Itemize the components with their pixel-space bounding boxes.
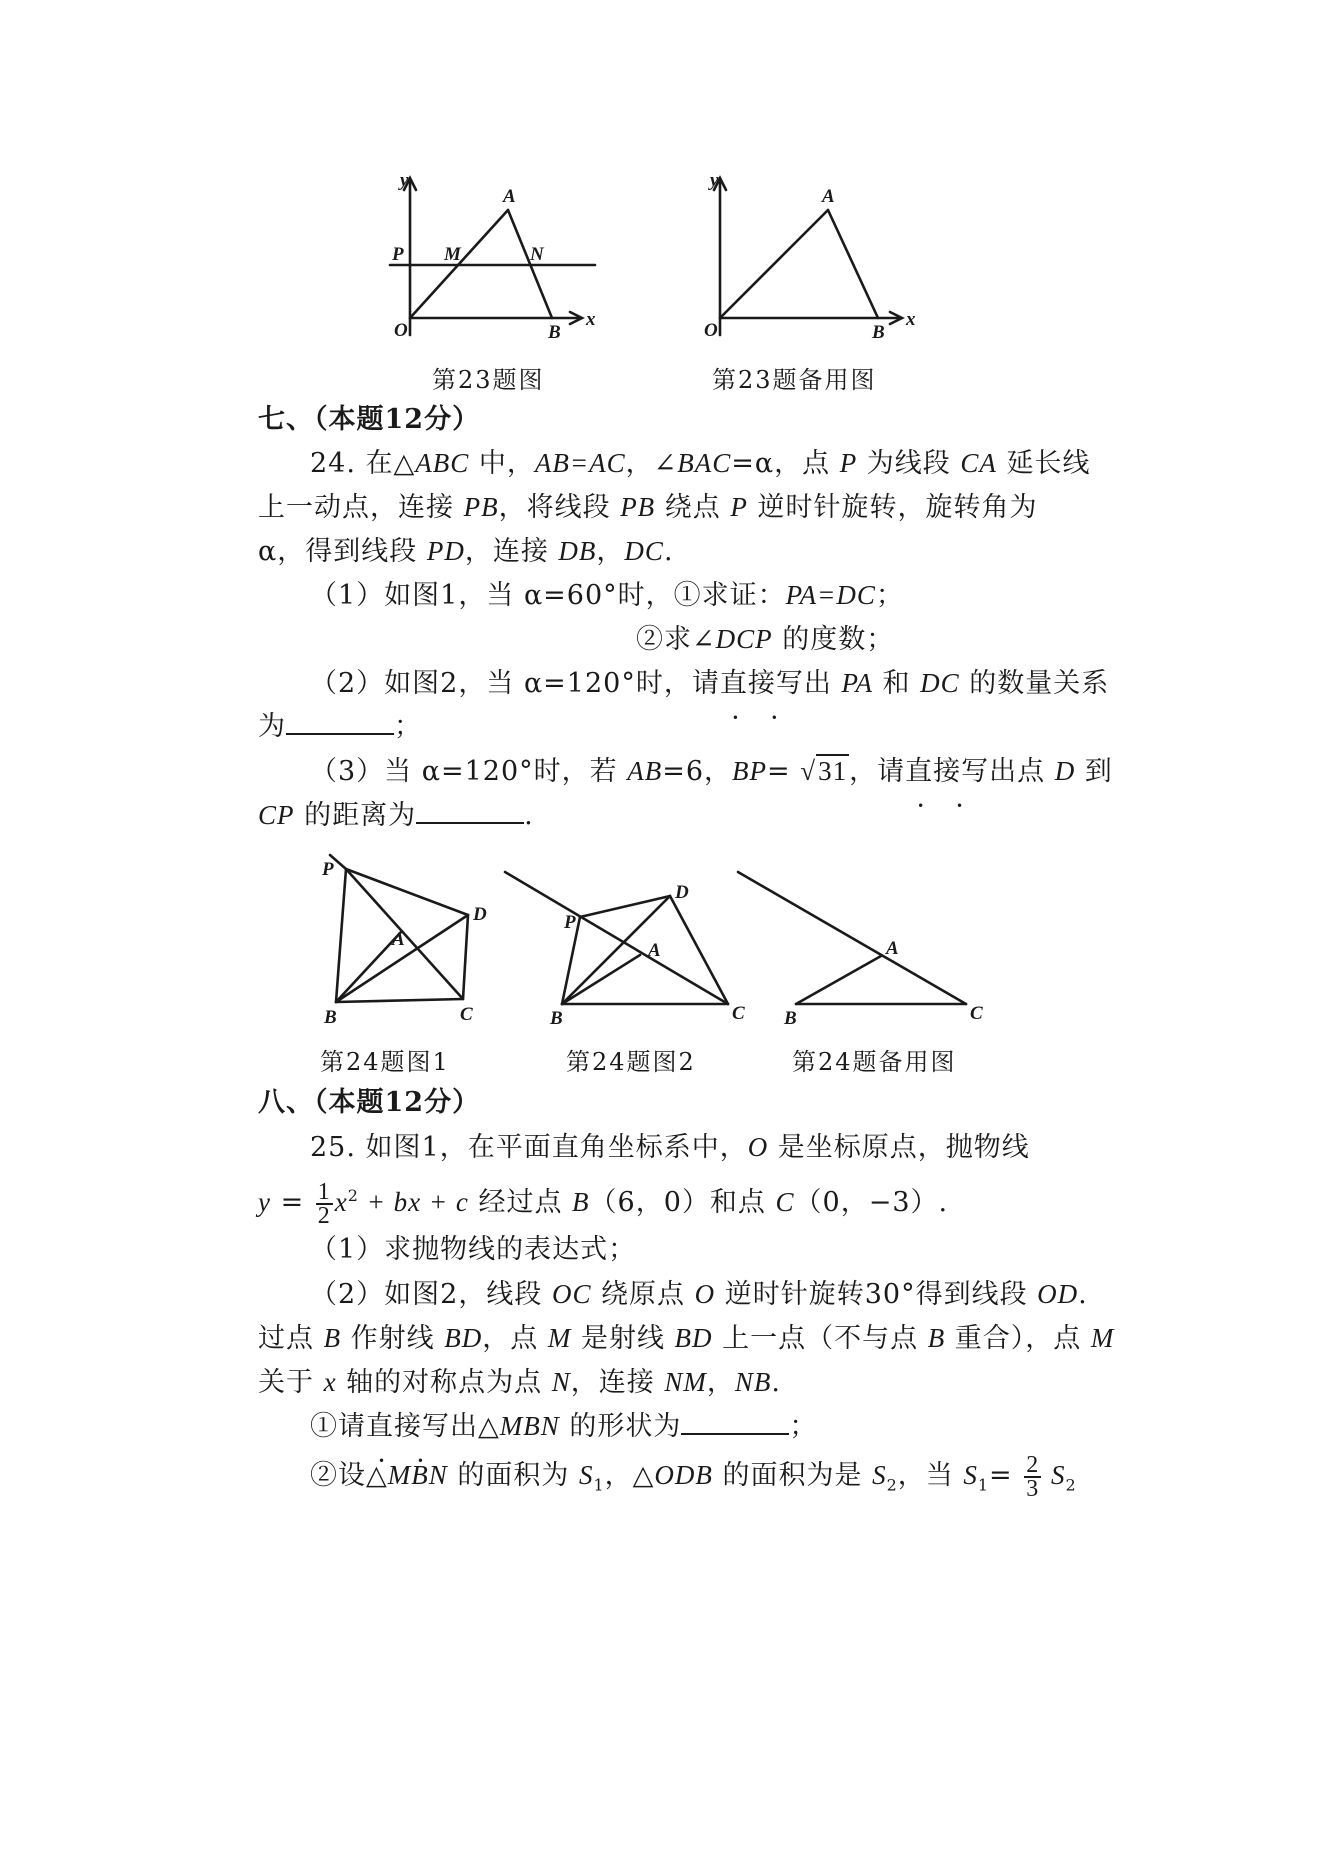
- label-b: B: [872, 322, 885, 343]
- sqrt-31: √31: [800, 756, 848, 786]
- label-m: M: [444, 244, 461, 265]
- q24-part-1-2: ②求∠DCP 的度数；: [636, 624, 895, 655]
- fraction-two-thirds: $\frac{2}{3}$: [1026, 1451, 1040, 1502]
- label-p: P: [564, 912, 576, 933]
- label-a: A: [886, 938, 899, 959]
- caption-fig24-backup: 第24题备用图: [792, 1048, 957, 1076]
- figure-24-2: [500, 872, 760, 1032]
- label-c: C: [460, 1004, 473, 1025]
- q24-line-1: 24. 在△ABC 中，AB=AC，∠BAC=α，点 P 为线段 CA 延长线: [310, 448, 1091, 479]
- label-o: O: [394, 320, 408, 341]
- segment-ab: [828, 210, 878, 318]
- answer-blank-25-1[interactable]: [681, 1407, 789, 1435]
- figure-24-1-diagram: [310, 855, 500, 1030]
- label-b: B: [548, 322, 561, 343]
- q25-sub-2: ②设△MBN 的面积为 $S_1$，△ODB 的面积为是 $S_2$，当 $S_1=$ $\frac{2}{3}$ $S_2$: [310, 1451, 1077, 1502]
- segment-oa: [720, 210, 828, 318]
- label-a: A: [822, 186, 835, 207]
- figure-24-backup: [738, 872, 998, 1032]
- label-b: B: [324, 1007, 337, 1028]
- figure-23-diagram: [380, 170, 620, 343]
- label-a: A: [503, 186, 516, 207]
- figure-23: [380, 170, 620, 343]
- label-n: N: [530, 244, 544, 265]
- answer-blank-24-2[interactable]: [286, 707, 394, 735]
- label-b: B: [550, 1008, 563, 1029]
- label-x: x: [906, 309, 916, 330]
- label-a: A: [648, 940, 661, 961]
- figure-24-backup-diagram: [738, 872, 998, 1032]
- q24-part-3-answer: CP 的距离为 .: [258, 795, 534, 836]
- q24-line-2: 上一动点，连接 PB，将线段 PB 绕点 P 逆时针旋转，旋转角为: [258, 492, 1038, 523]
- segment-cd: [463, 915, 468, 999]
- caption-fig24-2: 第24题图2: [566, 1048, 696, 1076]
- label-c: C: [732, 1003, 745, 1024]
- label-b: B: [784, 1008, 797, 1029]
- q24-part-2-answer: 为 ；: [258, 707, 422, 747]
- segment-pc: [505, 872, 728, 1004]
- segment-pc: [738, 872, 966, 1004]
- q24-part-2: （2）如图2，当 α=120°时，请直接 • •写出 PA 和 DC 的数量关系: [310, 663, 1109, 704]
- segment-pb: [336, 869, 346, 1002]
- q25-part-1: （1）求抛物线的表达式；: [310, 1234, 637, 1265]
- q24-part-3: （3）当 α=120°时，若 AB=6，BP= √31，请直接 • •写出点 D 到: [310, 751, 1113, 792]
- label-c: C: [970, 1003, 983, 1024]
- segment-ba: [796, 956, 881, 1004]
- q25-part-2-line-2: 过点 B 作射线 BD，点 M 是射线 BD 上一点（不与点 B 重合），点 M: [258, 1323, 1115, 1354]
- q25-sub-1: ①请直接 • •写出△MBN 的形状为 ；: [310, 1406, 817, 1447]
- label-x: x: [586, 309, 596, 330]
- q24-line-3: α，得到线段 PD，连接 DB，DC.: [258, 536, 674, 567]
- label-y: y: [400, 170, 409, 191]
- label-d: D: [473, 904, 487, 925]
- segment-ba: [562, 955, 640, 1004]
- label-p: P: [392, 244, 404, 265]
- figure-23-backup: [700, 170, 940, 343]
- figure-23-backup-diagram: [700, 170, 940, 343]
- label-p: P: [322, 859, 334, 880]
- label-o: O: [704, 320, 718, 341]
- figure-24-1: [310, 855, 500, 1030]
- answer-blank-24-3[interactable]: [416, 796, 524, 824]
- label-a: A: [392, 929, 405, 950]
- caption-fig23: 第23题图: [432, 366, 545, 394]
- segment-pd: [580, 896, 670, 917]
- segment-pd: [346, 869, 468, 915]
- label-d: D: [675, 882, 689, 903]
- figure-24-2-diagram: [500, 872, 760, 1032]
- caption-fig24-1: 第24题图1: [320, 1048, 450, 1076]
- label-y: y: [710, 170, 719, 191]
- fraction-one-half: $\frac{1}{2}$: [317, 1178, 331, 1229]
- caption-fig23-backup: 第23题备用图: [712, 366, 877, 394]
- section-8-heading: 八、（本题12分）: [258, 1087, 481, 1118]
- segment-bc: [336, 999, 463, 1002]
- q25-part-2-line-3: 关于 x 轴的对称点为点 N，连接 NM，NB.: [258, 1367, 781, 1398]
- q24-part-1: （1）如图1，当 α=60°时，①求证：PA=DC；: [310, 580, 904, 611]
- q25-part-2: （2）如图2，线段 OC 绕原点 O 逆时针旋转30°得到线段 OD.: [310, 1279, 1088, 1310]
- section-7-heading: 七、（本题12分）: [258, 404, 481, 435]
- q25-line-2: y = $\frac{1}{2}$ $x^2$ + bx + c 经过点 B（6，0）和点 C（0，−3）.: [258, 1178, 949, 1229]
- q25-line-1: 25. 如图1，在平面直角坐标系中，O 是坐标原点，抛物线: [310, 1132, 1030, 1163]
